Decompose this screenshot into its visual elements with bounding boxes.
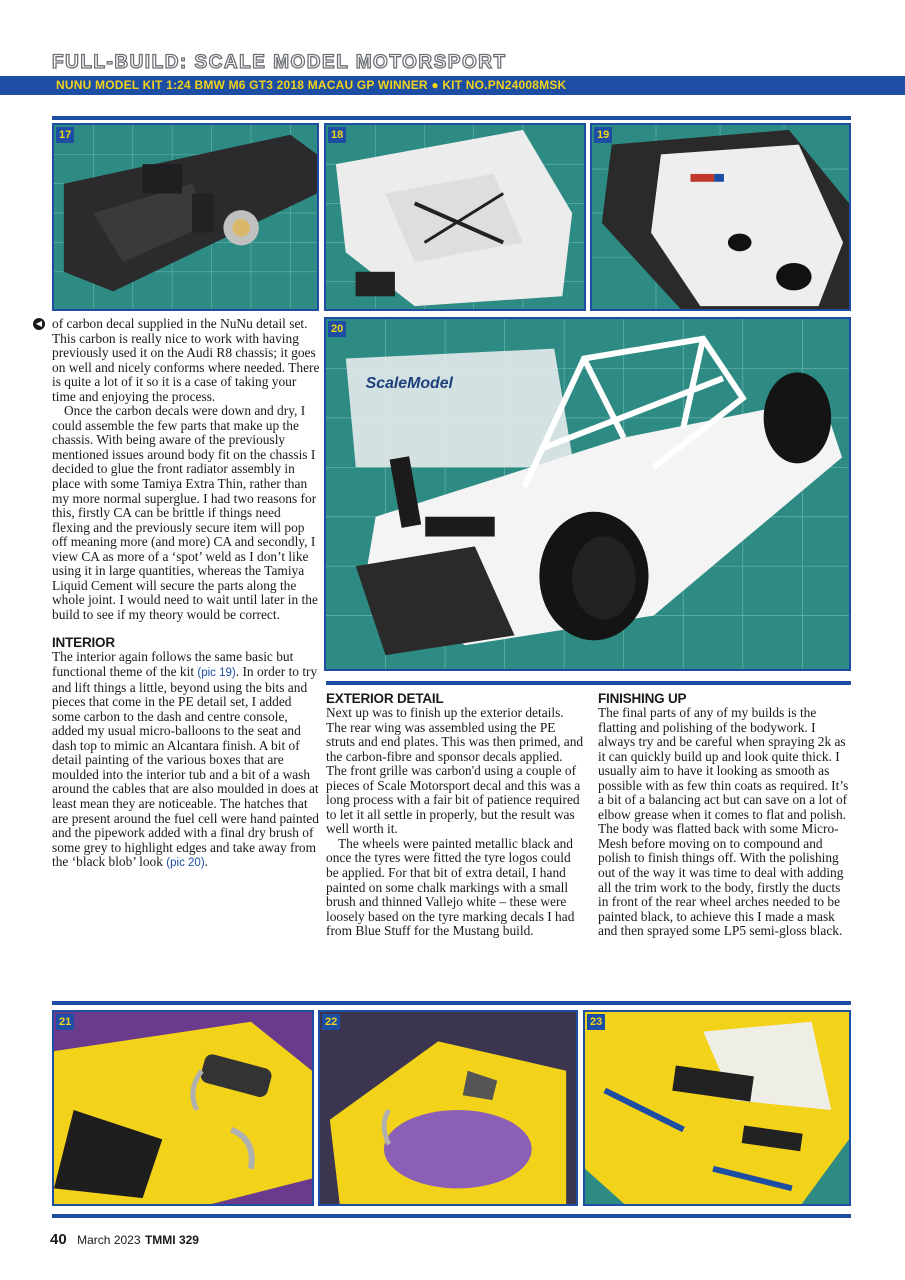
magazine-issue: TMMI 329 — [144, 1233, 199, 1247]
photo-18 — [324, 123, 586, 311]
issue-date: March 2023 — [77, 1233, 141, 1247]
photo-19-image — [592, 125, 849, 309]
section-title: FULL-BUILD: SCALE MODEL MOTORSPORT — [52, 52, 507, 73]
photo-20-image — [326, 319, 849, 669]
photo-23 — [583, 1010, 851, 1206]
photo-number: 19 — [594, 127, 612, 143]
continue-from-previous-icon: ◀ — [33, 318, 45, 330]
photo-17-image — [54, 125, 317, 309]
page-footer — [50, 1231, 199, 1249]
photo-18-image — [326, 125, 584, 309]
kit-info-text: NUNU MODEL KIT 1:24 BMW M6 GT3 2018 MACAU GP WINNER ● KIT NO.PN24008MSK — [56, 78, 567, 92]
photo-number: 21 — [56, 1014, 74, 1030]
col2-paragraph-2: The wheels were painted metallic black and once the tyres were fitted the tyre logos could be applied. For that bit of extra detail, I hand painted on some chalk markings with a small brush and thinned Vallejo white – these were loosely based on the tyre marking decals I had from Blue Stuff for the Mustang build. — [326, 835, 575, 939]
mat-logo-text: ScaleModel — [365, 375, 453, 393]
photo-19 — [590, 123, 851, 311]
photo-23-image — [585, 1012, 849, 1204]
col1-paragraph-3: The interior again follows the same basic but functional theme of the kit (pic 19). In order to try and lift things a little, beyond using the bits and pieces that come in the PE detail set, I added some carbon to the dash and centre console, added my usual micro-balloons to the seat and dash top to mimic an Alcantara finish. A bit of detail painting of the various boxes that are moulded into the interior tub and a bit of a wash around the cables that are also moulded in does at least mean they are noticeable. The hatches that are present around the fuel cell were hand painted and the pipework added with a final dry brush of some grey to highlight edges and take away from the ‘black blob’ look (pic 20). — [52, 649, 319, 870]
photo-21-image — [54, 1012, 312, 1204]
footer-rule — [52, 1214, 851, 1218]
photo-22 — [318, 1010, 578, 1206]
page-number: 40 — [50, 1231, 67, 1248]
photo-22-image — [320, 1012, 576, 1204]
photo-20 — [324, 317, 851, 671]
pic-19-reference: (pic 19) — [197, 667, 236, 680]
mid-rule — [326, 681, 851, 685]
col3-paragraph-1: The final parts of any of my builds is the flatting and polishing of the bodywork. I always try and be careful when spraying 2k as it can quickly build up and look quite thick. I usually aim to have it looking as smooth as possible with as few thin coats as required. It’s a bit of a balancing act but can save on a lot of elbow grease when it comes to flat and polish. The body was flatted back with some Micro-Mesh before moving on to compound and polish to finish things off. With the polishing out of the way it was time to deal with adding all the trim work to the body, firstly the ducts in front of the rear wheel arches needed to be painted black, to achieve this I made a mask and then sprayed some LP5 semi-gloss black. — [598, 705, 849, 939]
photo-number: 17 — [56, 127, 74, 143]
column-3 — [598, 691, 852, 939]
column-2 — [326, 691, 586, 939]
col1-paragraph-2: Once the carbon decals were down and dry, I could assemble the few parts that make up the chassis. With being aware of the previously mentioned issues around body fit on the chassis I decided to glue the front radiator assembly in place with some Tamiya Extra Thin, rather than my more normal superglue. I had two reasons for this, firstly CA can be brittle if things need flexing and the previously secure item will pop off meaning more (and more) CA and secondly, I view CA as more of a ‘spot’ weld as I don’t like using it in large quantities, whereas the Tamiya Liquid Cement will secure the parts along the whole joint. I would need to wait until later in the build to see if my theory would be correct. — [52, 403, 318, 622]
interior-heading: INTERIOR — [52, 635, 115, 651]
top-rule — [52, 116, 851, 120]
col1-paragraph-1: of carbon decal supplied in the NuNu detail set. This carbon is really nice to work with having previously used it on the Audi R8 chassis; it goes on well and nicely conforms where needed. There is quite a lot of it so it is a case of taking your time and enjoying the process. — [52, 316, 320, 404]
photo-21 — [52, 1010, 314, 1206]
finishing-up-heading: FINISHING UP — [598, 691, 687, 706]
photo-number: 18 — [328, 127, 346, 143]
pic-20-reference: (pic 20) — [166, 857, 205, 870]
photo-number: 20 — [328, 321, 346, 337]
column-1 — [52, 317, 320, 871]
exterior-detail-heading: EXTERIOR DETAIL — [326, 691, 444, 706]
bottom-photos-rule — [52, 1001, 851, 1005]
photo-17 — [52, 123, 319, 311]
photo-number: 22 — [322, 1014, 340, 1030]
col2-paragraph-1: Next up was to finish up the exterior details. The rear wing was assembled using the PE struts and end plates. This was then primed, and the carbon-fibre and sponsor decals applied. The front grille was carbon'd using a couple of pieces of Scale Motorsport decal and this was a long process with a fair bit of patience required to let it all settle in properly, but the result was well worth it. — [326, 705, 584, 837]
photo-number: 23 — [587, 1014, 605, 1030]
